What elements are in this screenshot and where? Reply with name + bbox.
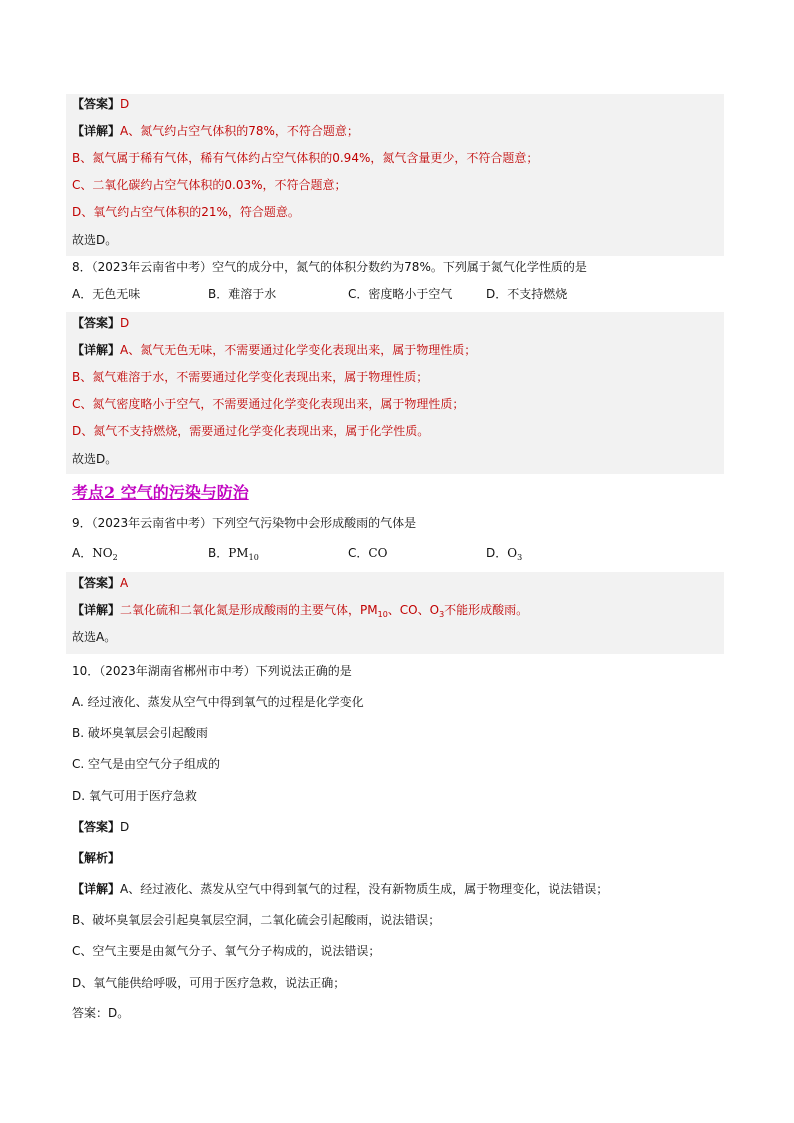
answer-value: D [120,820,130,834]
question-stem-9: 9．（2023年云南省中考）下列空气污染物中会形成酸雨的气体是 [72,516,417,530]
detail-line [72,882,608,896]
detail-text: C、空气主要是由氮气分子、氧气分子构成的，说法错误； [72,944,381,958]
option-subscript: 2 [112,553,118,562]
detail-text: 二氧化硫和二氧化氮是形成酸雨的主要气体，PM [120,603,378,617]
option-formula: PM [228,546,249,560]
conclusion-text: 故选D。 [72,233,118,247]
section-heading: 考点2 空气的污染与防治 [72,483,249,502]
detail-text: B、氮气难溶于水，不需要通过化学变化表现出来，属于物理性质； [72,370,429,384]
answer-value: A [120,576,129,590]
detail-text: 不能形成酸雨。 [444,603,529,617]
detail-text: A、氮气无色无味，不需要通过化学变化表现出来，属于物理性质； [120,343,477,357]
answer-line [72,316,129,330]
detail-subscript: 3 [439,610,445,619]
conclusion-text: 答案：D。 [72,1006,130,1020]
detail-text: B、破坏臭氧层会引起臭氧层空洞，二氧化硫会引起酸雨，说法错误； [72,913,441,927]
option-c: C. 空气是由空气分子组成的 [72,757,221,771]
option-letter: D． [486,546,508,560]
option-d [486,546,522,560]
detail-text: D、氮气不支持燃烧，需要通过化学变化表现出来，属于化学性质。 [72,424,430,438]
detail-line [72,343,476,357]
question-stem-10: 10．（2023年湖南省郴州市中考）下列说法正确的是 [72,664,352,678]
option-letter: C． [348,546,369,560]
detail-text: D、氧气约占空气体积的21%，符合题意。 [72,205,300,219]
conclusion-text: 故选D。 [72,452,118,466]
answer-tag: 【答案】 [72,97,121,111]
detail-text: B、氮气属于稀有气体，稀有气体约占空气体积的0.94%，氮气含量更少，不符合题意； [72,151,539,165]
conclusion-text: 故选A。 [72,630,117,644]
answer-line [72,576,128,590]
option-formula: CO [368,546,388,560]
detail-subscript: 10 [377,610,388,619]
option-a: A. 经过液化、蒸发从空气中得到氧气的过程是化学变化 [72,695,364,709]
detail-text: A、经过液化、蒸发从空气中得到氧气的过程，没有新物质生成，属于物理变化，说法错误； [120,882,609,896]
option-d: D．不支持燃烧 [486,287,568,301]
option-d: D. 氧气可用于医疗急救 [72,789,197,803]
option-b: B. 破坏臭氧层会引起酸雨 [72,726,208,740]
answer-tag: 【答案】 [72,576,121,590]
detail-tag: 【详解】 [72,603,121,617]
detail-text: A、氮气约占空气体积的78%，不符合题意； [120,124,359,138]
option-a: A．无色无味 [72,287,141,301]
detail-tag: 【详解】 [72,124,121,138]
option-c [348,546,387,560]
detail-text: D、氧气能供给呼吸，可用于医疗急救，说法正确； [72,976,346,990]
question-stem-8: 8．（2023年云南省中考）空气的成分中，氮气的体积分数约为78%。下列属于氮气化学性质的是 [72,260,587,274]
option-subscript: 10 [248,553,259,562]
answer-line [72,820,129,834]
detail-tag: 【详解】 [72,882,121,896]
detail-text: 、CO、O [387,603,440,617]
option-b: B．难溶于水 [208,287,277,301]
detail-tag: 【详解】 [72,343,121,357]
answer-value: D [120,97,130,111]
answer-line [72,97,129,111]
option-formula: O [507,546,518,560]
option-subscript: 3 [517,553,523,562]
answer-tag: 【答案】 [72,820,121,834]
answer-block-7 [66,94,724,256]
detail-text: C、二氧化碳约占空气体积的0.03%，不符合题意； [72,178,347,192]
option-letter: B． [208,546,229,560]
option-b [208,546,259,560]
option-formula: NO [92,546,113,560]
analysis-tag: 【解析】 [72,851,121,865]
answer-tag: 【答案】 [72,316,121,330]
detail-line [72,603,528,617]
option-letter: A． [72,546,93,560]
option-c: C．密度略小于空气 [348,287,453,301]
option-a [72,546,118,560]
detail-line [72,124,359,138]
detail-text: C、氮气密度略小于空气，不需要通过化学变化表现出来，属于物理性质； [72,397,465,411]
answer-value: D [120,316,130,330]
answer-block-8 [66,312,724,474]
